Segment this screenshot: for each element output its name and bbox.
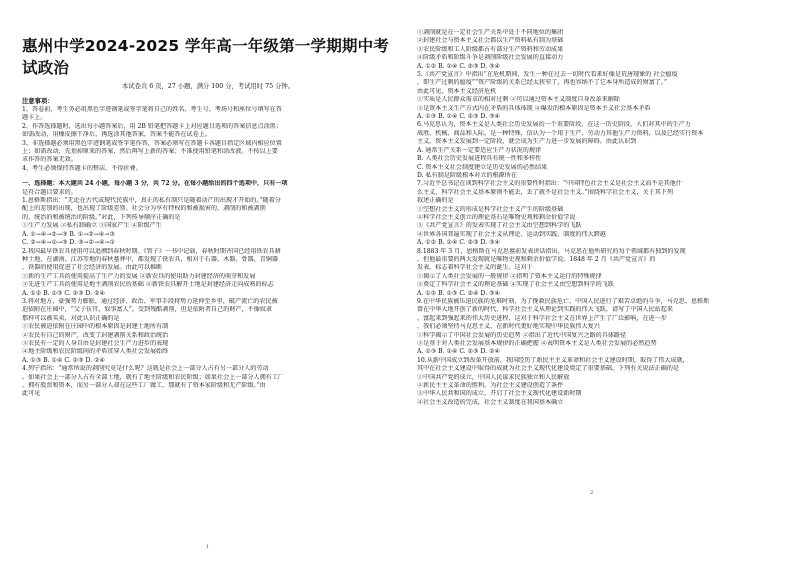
left-question-line: 2.我国最早铁农具使用可以追溯到春秋时期。《管子》一书中记载，春秋时期齐国已经用铁农具耕 [22, 247, 281, 255]
left-question-line: C. ②→④→①→③ D. ③→②→④→① [22, 239, 116, 247]
left-question-line: 3.将对地方，豪强势力膨胀，通过经济、政治、军事手段将势力延伸至乡里，破产流亡的农民被 [22, 297, 278, 305]
note-line: 题卡上。 [22, 114, 47, 122]
right-question-line: A. ①③ B. ①④ C. ②③ D. ③④ [417, 113, 501, 121]
left-question-line: ①农民被迫依附在庄园中的根本原因是封建土地所有制 [22, 323, 169, 331]
left-question-line: 一、选择题：本大题共 24 小题，每小题 3 分，共 72 分。在每小题给出的四个选项中，只有一项 [22, 180, 288, 188]
right-question-line: ③奠定了科学社会主义的理论基础 ④实现了社会主义由空想到科学的飞跃 [417, 281, 614, 289]
right-question-line: ①实质是人民群众需求的相对过剩 ②可以通过资本主义制度自身改革来解除 [417, 96, 621, 104]
right-question-line: A. ①② B. ①③ C. ②④ D. ③④ [417, 289, 501, 297]
right-question-line: ②科学社会主义创立的理论基石是唯物史观和剩余价值学说 [417, 213, 576, 221]
left-question-line: ③农民有一定的人身自由是封建社会生产力进步的表现 [22, 339, 169, 347]
right-question-line: ④阶级矛盾和阶级斗争是剥削阶级社会发展的直接动力 [417, 54, 564, 62]
right-question-line: ①空想社会主义的形成是科学社会主义产生的阶级基础 [417, 205, 564, 213]
right-question-line: 6.马克思认为，资本主义是人类社会历史发展的一个重要阶段，在这一历史阶段，人们对其中的生产力 [417, 121, 691, 129]
left-question-line: ①生产力发展 ②私有制确立 ③国家产生 ④阶级产生 [22, 222, 162, 230]
notes-heading: 注意事项： [22, 98, 54, 105]
right-question-line: ③是资本主义生产方式内在矛盾的具体体现 ④爆发的根本原因是资本主义社会基本矛盾 [417, 104, 651, 112]
left-question-line: A. ①② B. ①③ C. ②③ D. ②④ [22, 289, 106, 297]
right-question-line: ④社会主义改造的完成，社会主义制度在我国基本确立 [417, 398, 564, 406]
left-question-line: 。如果社会上一部分人占有全部土地，就有了地主阶级和农民阶级；如果社会上一部分人拥有工厂 [22, 373, 285, 381]
left-question-line: ，拥有股票和资本，而另一部分人却在这些工厂做工，那就有了资本家阶级和无产阶级。”由 [22, 382, 266, 389]
right-question-line: ③农民阶级和工人阶级都占有部分生产资料和劳动成果 [417, 45, 564, 53]
right-question-line: ①揭示了人类社会发展的一般规律 ②指明了资本主义运行的特殊规律 [417, 272, 602, 280]
right-question-line: ③是基于对人类社会发展基本规律的正确把握 ④表明资本主义是人类社会发展的必然趋势 [417, 340, 657, 348]
left-question-line: 种土地，在湖南、江苏等地的春秋墓葬中，都发现了铁农具，相对于石器、木器、骨器、青铜器 [22, 255, 278, 263]
note-line: 求作答的答案无效。 [22, 156, 77, 164]
right-question-line: ②封建社会与资本主义社会都以生产资料私有制为基础 [417, 37, 564, 45]
left-question-line: 4.列宁指出：“通常所说的剥削究竟是什么呢？这就是社会上一部分人占有另一部分人的劳动 [22, 365, 269, 373]
page-number-right: 2 [590, 490, 594, 496]
note-line: 3、非选择题必须用黑色字迹钢笔或签字笔作答，答案必须写在答题卡各题目指定区域内相应位置 [22, 139, 282, 147]
right-question-line: 么主义，科学社会主义基本原则不能丢，丢了就不是社会主义。”围绕科学社会主义，关于其下列 [417, 188, 674, 196]
right-column [417, 29, 777, 407]
right-question-line: B. 人类社会历史发展进程具有统一性和多样性 [417, 155, 542, 163]
right-question-line: 8.1883 年 3 月，恩格斯在马克思墓前发表讲话指出，马克思在他所研究的每个领域都有独到的发现 [417, 247, 686, 255]
left-question-line: ，铁器的使用促进了社会经济的发展。由此可以推断 [22, 264, 163, 272]
right-question-line: 7.习近平总书记在谈到科学社会主义的重要性时指出：“中国特色社会主义是社会主义而不是其他什 [417, 180, 682, 188]
right-question-line: ②新民主主义革命的胜利，为社会主义建设创造了条件 [417, 382, 564, 390]
left-question-line: A. ①③ B. ①④ C. ②③ D. ②④ [22, 356, 106, 364]
right-question-line: 叙述正确的是 [417, 197, 454, 205]
right-question-line: ，即生产过剩的瘟疫”“资产阶级的关系已经太狭窄了，再也容纳不了它本身所造成的财富了。” [417, 79, 668, 87]
left-question-line: 的，统治的和被统治的阶级。”对此，下列传导顺序正确的是 [22, 213, 181, 221]
right-question-line: ③中华人民共和国的成立，开启了社会主义现代化建设新时期 [417, 390, 582, 398]
right-question-line: A. ①③ B. ①④ C. ②③ D. ②④ [417, 348, 501, 356]
page-number-left: 1 [206, 544, 210, 550]
right-question-line: 曾在中华大地开创了新的时代，科学社会主义从理论到实践的伟大飞跃，谱写了中国人民站起来 [417, 306, 673, 314]
right-question-line: C. 资本主义社会制度建立是历史发展的必然结果 [417, 163, 548, 171]
exam-info: 本试卷共 6 页，27 小题，满分 100 分，考试用时 75 分钟。 [122, 83, 294, 90]
left-question-line: A. ①→④→②→③ B. ①→②→④→③ [22, 230, 115, 238]
left-question-line: 那样可以被买卖，对此认识正确的是 [22, 314, 120, 322]
right-question-line: D. 私有制是阶级根本对立的根源所在 [417, 171, 517, 179]
right-question-line: ③《共产党宣言》的发表实现了社会主义由空想到科学的飞跃 [417, 222, 582, 230]
right-question-line: 、富起来到强起来的伟大历史进程，这对于科学社会主义在世界上产生了广泛影响，在进一步 [417, 314, 667, 322]
left-question-line: ③先进生产工具的使用是地主剥削农民的基础 ④新铁农具解开土地是封建经济走向成熟的标志 [22, 281, 274, 289]
right-question-line: ①中国共产党的成立，中国人民谋求民族独立和人民解放 [417, 373, 570, 381]
notes-block [22, 106, 394, 173]
note-line: 如需改动，用橡皮擦干净后，再选涂其他答案，答案不能答在试卷上。 [22, 131, 211, 139]
left-question-line: 迫依附在庄园中，“父子伍官，奴事富人”，受到残酷剥削，但是依附者自己的财产，不像奴隶 [22, 306, 272, 314]
note-line: 2、作答选择题时，选出每小题答案后，用 2B 铅笔把答题卡上对应题目选项的答案信息点涂黑； [22, 122, 282, 130]
right-question-line: 9.在中华民族被压迫民族的危难时刻，为了挽救民族危亡，中国人民进行了艰苦卓绝的斗争，马克思、恩格斯 [417, 298, 710, 305]
right-question-line: A. ①② B. ①④ C. ②③ D. ③④ [417, 239, 501, 247]
exam-title-line1: 惠州中学2024-2025 学年高一年级第一学期期中考 [22, 37, 390, 55]
right-question-line: A. 通常生产关系一定要适应生产力状况的规律 [417, 146, 542, 154]
left-question-line: ④地主阶级和农民阶级间的矛盾贯穿人类社会发展始终 [22, 348, 169, 356]
left-question-line: 是符合题目要求的。 [22, 188, 77, 196]
note-line: 1、答卷前，考生务必用黑色字迹钢笔或签字笔将自己的姓名、考生号、考场号和座位号填写在答 [22, 106, 282, 113]
right-question-line: 5.《共产党宣言》中指出“在危机期间，发生一种在过去一切时代看来好像是荒唐现象的 社会瘟疫 [417, 71, 678, 79]
right-question-line: ①剥削就是在一定社会生产关系中处于不同地位的集团 [417, 29, 564, 36]
left-question-line: 1.恩格斯指出：“无论在古代或现代民族中，真正的私有制只是随着动产的出现才开始的。”随着分 [22, 197, 281, 205]
right-question-line: ，但他最重要的两大发现就是唯物史观和剩余价值学说。1848 年 2 月《共产党宣言》的 [417, 255, 656, 263]
left-column [22, 0, 394, 399]
right-question-line: 发表，标志着科学社会主义的诞生。这对于 [417, 264, 533, 272]
exam-title-line2: 试政治 [22, 59, 70, 77]
right-question-line: A. ①② B. ①④ C. ②③ D. ③④ [417, 62, 501, 70]
left-question-line: 配上的差别的出现，也出现了阶级差别。社会分为享有特权的和被损害的，剥削的和被剥削 [22, 205, 266, 213]
note-line: 4、考生必须保持答题卡的整洁，不得折叠。 [22, 164, 142, 172]
right-questions [417, 29, 777, 407]
left-question-line: ①新的生产工具的使用提高了生产力的发展 ②新农具的使用助力封建经济的萌芽和发展 [22, 272, 256, 280]
right-question-line: 10.从新中国成立到改革开放前，我国经历了新民主主义革命和社会主义建设时期，取得了伟大成就， [417, 356, 689, 364]
right-question-line: ①科学揭示了中国社会发展的历史趋势 ②指出了近代中国复兴之路的具体路径 [417, 331, 627, 339]
right-question-line: 战胜、机械、商品和人际，是一种特殊，信认为一个用于生产、劳动力其他生产力资料，以及已经实行资本 [417, 129, 704, 137]
right-question-line: 主义，资本主义发展到一定阶段，就会成为生产力进一步发展的障碍。由此认识到 [417, 138, 637, 146]
left-question-line: 此可见 [22, 390, 41, 398]
left-questions [22, 180, 394, 399]
right-question-line: 其中在社会主义建设中取得的成就为社会主义现代化建设奠定了重要基础，下列有关说法正确的是 [417, 365, 680, 373]
right-question-line: ④世界各国普遍实现了社会主义从理论、运动到实践、制度的伟大跨越 [417, 230, 606, 238]
right-question-line: ，我们必须坚持马克思主义，在新时代更好地实现中华民族伟大复兴 [417, 323, 600, 331]
note-line: 上；如需改动，先划掉原来的答案，然后再写上新的答案；不准使用铅笔和涂改液。不按以上要 [22, 148, 278, 156]
left-question-line: ②农民有自己的财产，改变了封建剥削关系和政治统治 [22, 331, 169, 339]
right-question-line: 由此可见，资本主义经济危机 [417, 87, 497, 95]
